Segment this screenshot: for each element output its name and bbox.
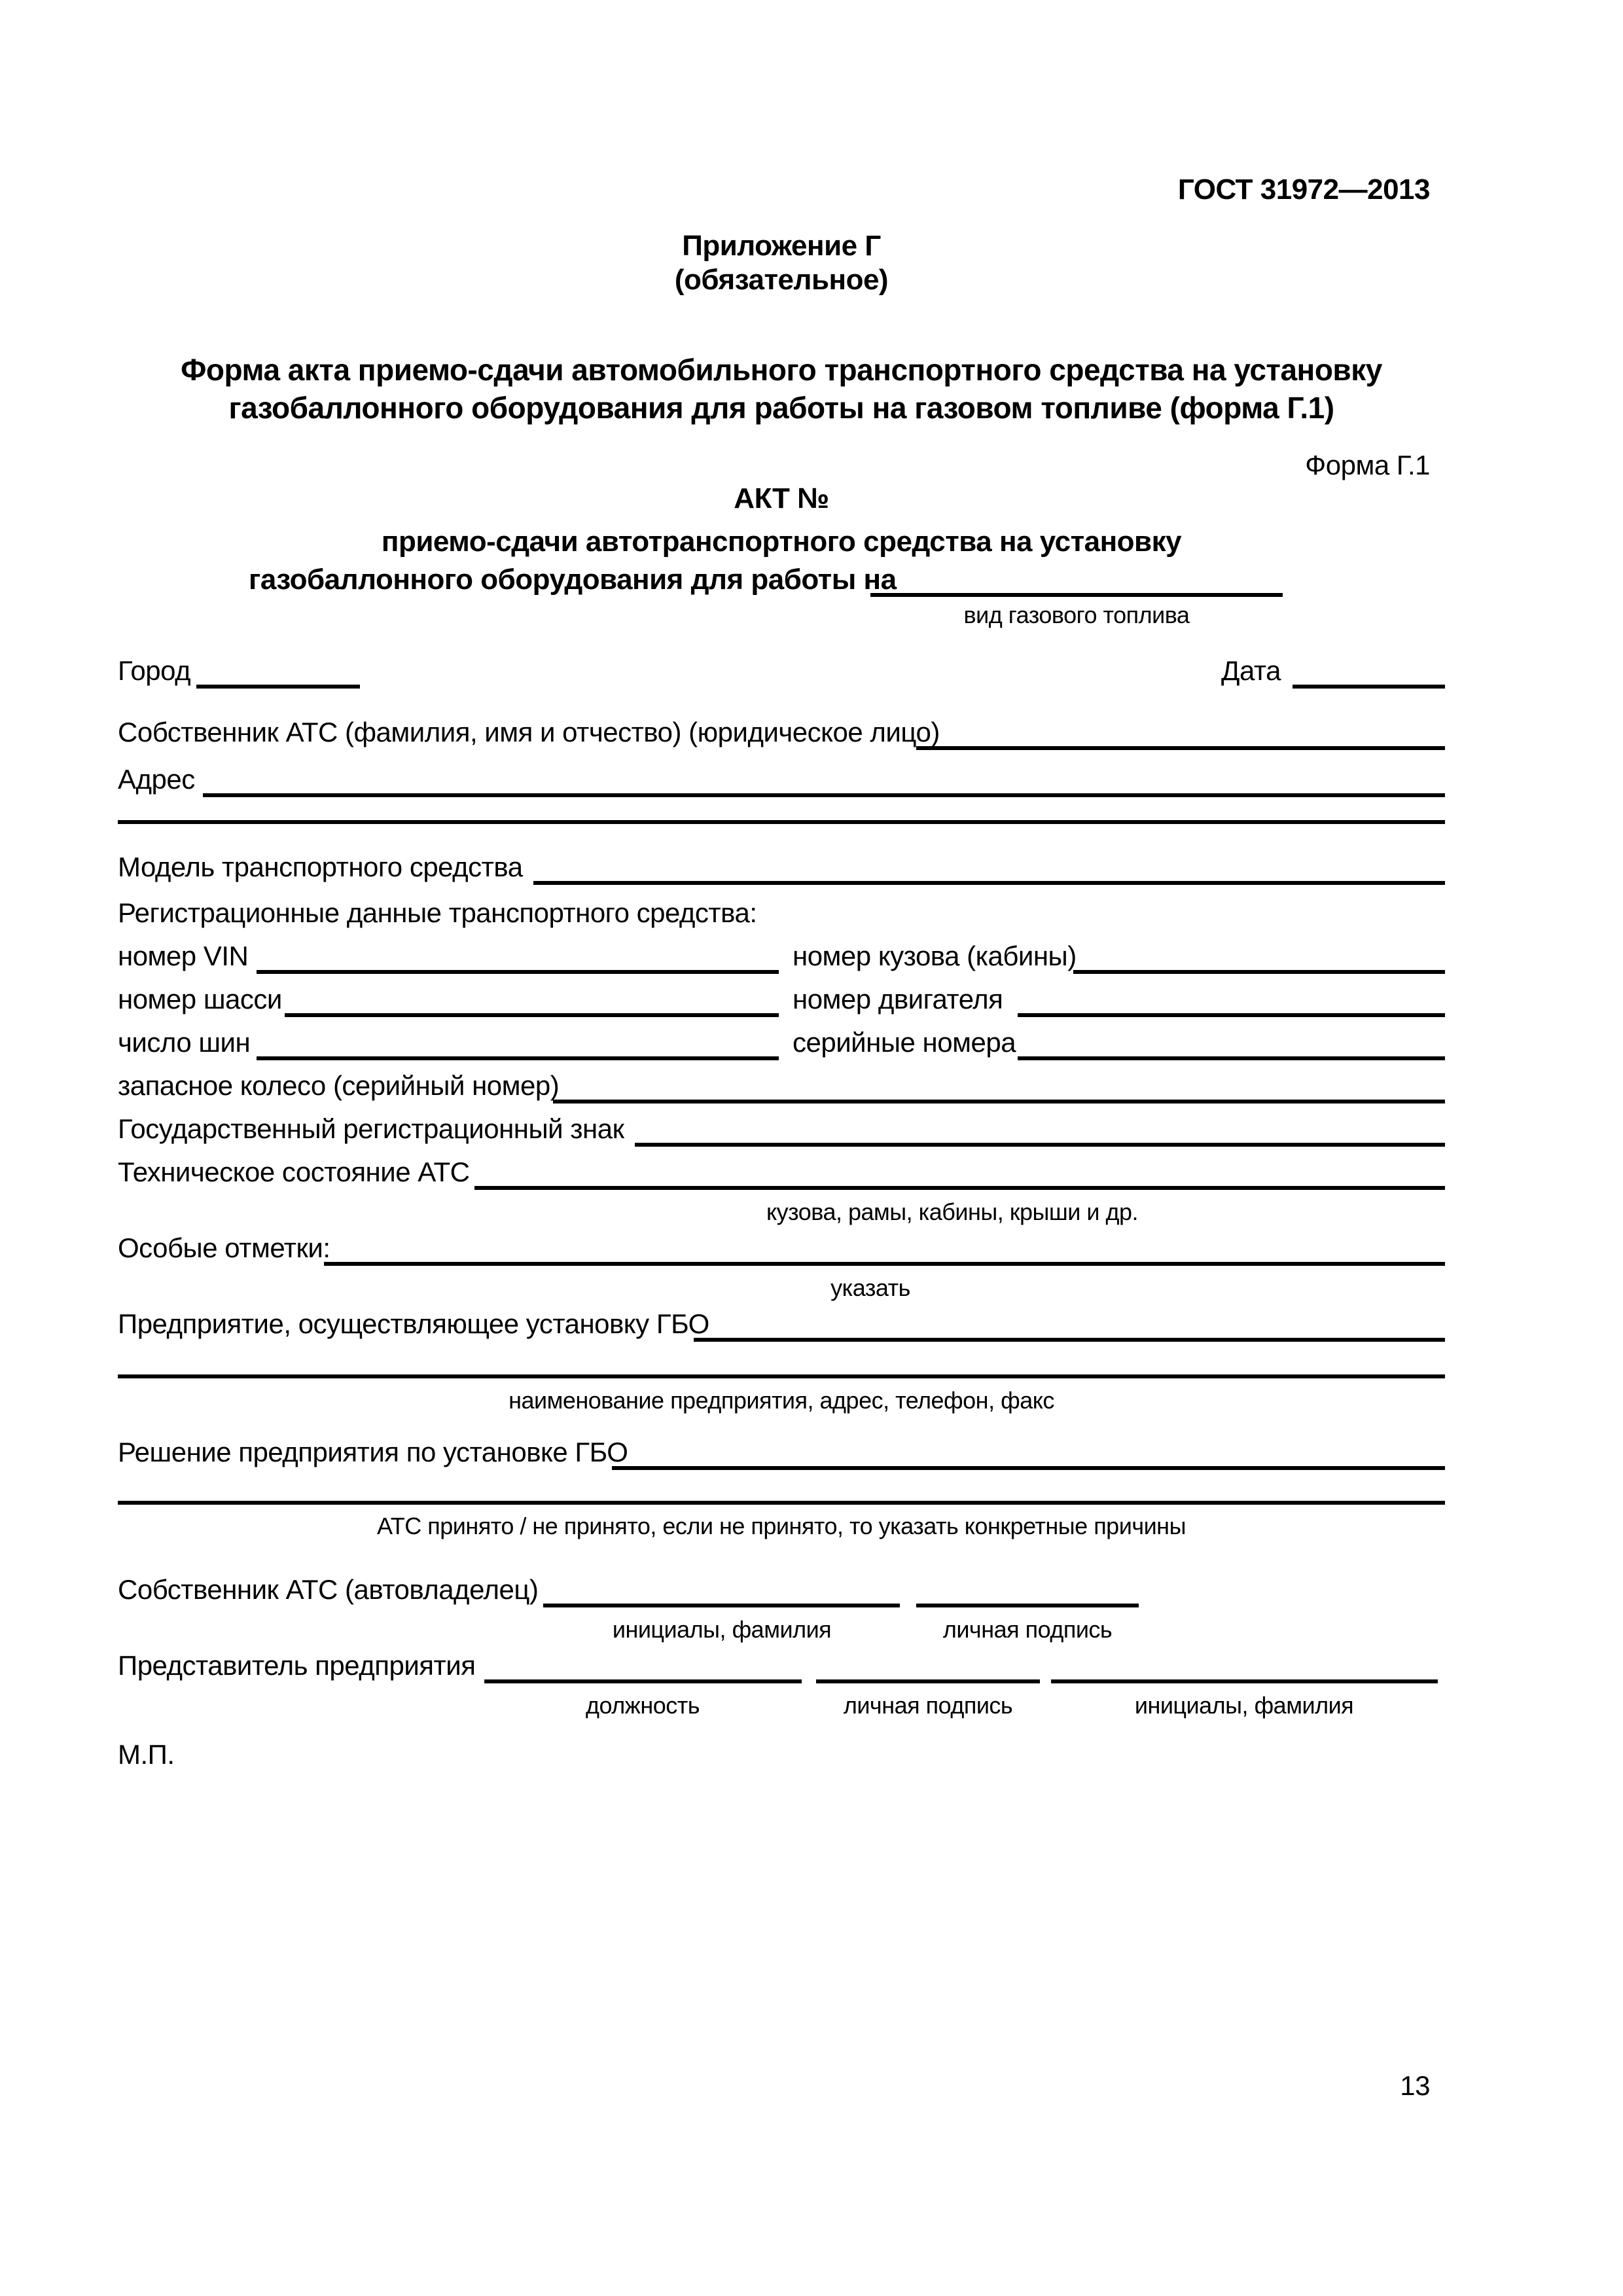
address-blank-line2 <box>118 820 1445 824</box>
owner-name-caption: инициалы, фамилия <box>612 1616 832 1643</box>
tires-count-blank <box>257 1056 779 1060</box>
representative-name-caption: инициалы, фамилия <box>1134 1692 1354 1719</box>
decision-blank-line2 <box>118 1501 1445 1505</box>
form-caption-line2: газобаллонного оборудования для работы на газовом топливе (форма Г.1) <box>228 391 1334 425</box>
tires-count-label: число шин <box>118 1027 251 1058</box>
installer-blank-line2 <box>118 1374 1445 1378</box>
act-title: АКТ № <box>734 482 829 514</box>
representative-signature-blank <box>816 1679 1040 1683</box>
appendix-note: (обязательное) <box>674 264 889 296</box>
standard-reference: ГОСТ 31972—2013 <box>1177 173 1430 206</box>
fuel-type-caption: вид газового топлива <box>963 601 1190 628</box>
city-blank <box>196 685 360 689</box>
representative-name-blank <box>1051 1679 1438 1683</box>
representative-position-blank <box>484 1679 802 1683</box>
spare-wheel-label: запасное колесо (серийный номер) <box>118 1070 560 1101</box>
stamp-place-label: М.П. <box>118 1739 175 1770</box>
tech-state-caption: кузова, рамы, кабины, крыши и др. <box>766 1198 1139 1225</box>
registration-plate-blank <box>635 1143 1445 1147</box>
body-cab-number-blank <box>1073 970 1445 974</box>
fuel-type-blank <box>870 593 1283 597</box>
representative-signature-caption: личная подпись <box>843 1692 1013 1719</box>
model-label: Модель транспортного средства <box>118 852 523 882</box>
serial-numbers-blank <box>1018 1056 1445 1060</box>
decision-blank <box>612 1466 1445 1470</box>
registration-plate-label: Государственный регистрационный знак <box>118 1113 624 1144</box>
body-cab-number-label: номер кузова (кабины) <box>793 941 1077 971</box>
act-subtitle-line2: газобаллонного оборудования для работы на <box>249 564 897 596</box>
tech-state-label: Техническое состояние АТС <box>118 1157 470 1187</box>
owner-signature-caption: личная подпись <box>942 1616 1113 1643</box>
date-label: Дата <box>1221 655 1281 686</box>
spare-wheel-blank <box>553 1100 1445 1103</box>
decision-label: Решение предприятия по установке ГБО <box>118 1437 628 1467</box>
form-caption-line1: Форма акта приемо-сдачи автомобильного транспортного средства на установку <box>181 353 1382 387</box>
act-subtitle-line1: приемо-сдачи автотранспортного средства на установку <box>381 526 1182 558</box>
chassis-number-blank <box>285 1013 779 1017</box>
owner-signature-label: Собственник АТС (автовладелец) <box>118 1574 539 1605</box>
installer-caption: наименование предприятия, адрес, телефон, факс <box>508 1387 1054 1414</box>
special-marks-blank <box>324 1262 1445 1266</box>
tech-state-blank <box>474 1186 1445 1190</box>
decision-caption: АТС принято / не принято, если не принято, то указать конкретные причины <box>377 1513 1186 1539</box>
vin-blank <box>257 970 779 974</box>
engine-number-label: номер двигателя <box>793 984 1003 1014</box>
installer-blank <box>694 1338 1445 1342</box>
date-blank <box>1293 685 1445 689</box>
address-label: Адрес <box>118 764 195 795</box>
special-marks-caption: указать <box>830 1274 910 1301</box>
special-marks-label: Особые отметки: <box>118 1232 330 1263</box>
owner-blank <box>916 746 1445 750</box>
registration-data-label: Регистрационные данные транспортного средства: <box>118 897 757 928</box>
owner-label: Собственник АТС (фамилия, имя и отчество) (юридическое лицо) <box>118 717 940 747</box>
appendix-title: Приложение Г <box>682 230 881 262</box>
address-blank <box>203 793 1445 797</box>
serial-numbers-label: серийные номера <box>793 1027 1016 1058</box>
chassis-number-label: номер шасси <box>118 984 282 1014</box>
owner-signature-blank <box>916 1604 1139 1607</box>
representative-label: Представитель предприятия <box>118 1650 476 1681</box>
city-label: Город <box>118 655 191 686</box>
engine-number-blank <box>1018 1013 1445 1017</box>
page-number: 13 <box>1400 2070 1430 2101</box>
representative-position-caption: должность <box>586 1692 700 1719</box>
model-blank <box>533 881 1445 885</box>
owner-name-blank <box>543 1604 900 1607</box>
installer-label: Предприятие, осуществляющее установку ГБО <box>118 1308 709 1339</box>
vin-label: номер VIN <box>118 941 249 971</box>
form-ref: Форма Г.1 <box>1305 450 1430 480</box>
